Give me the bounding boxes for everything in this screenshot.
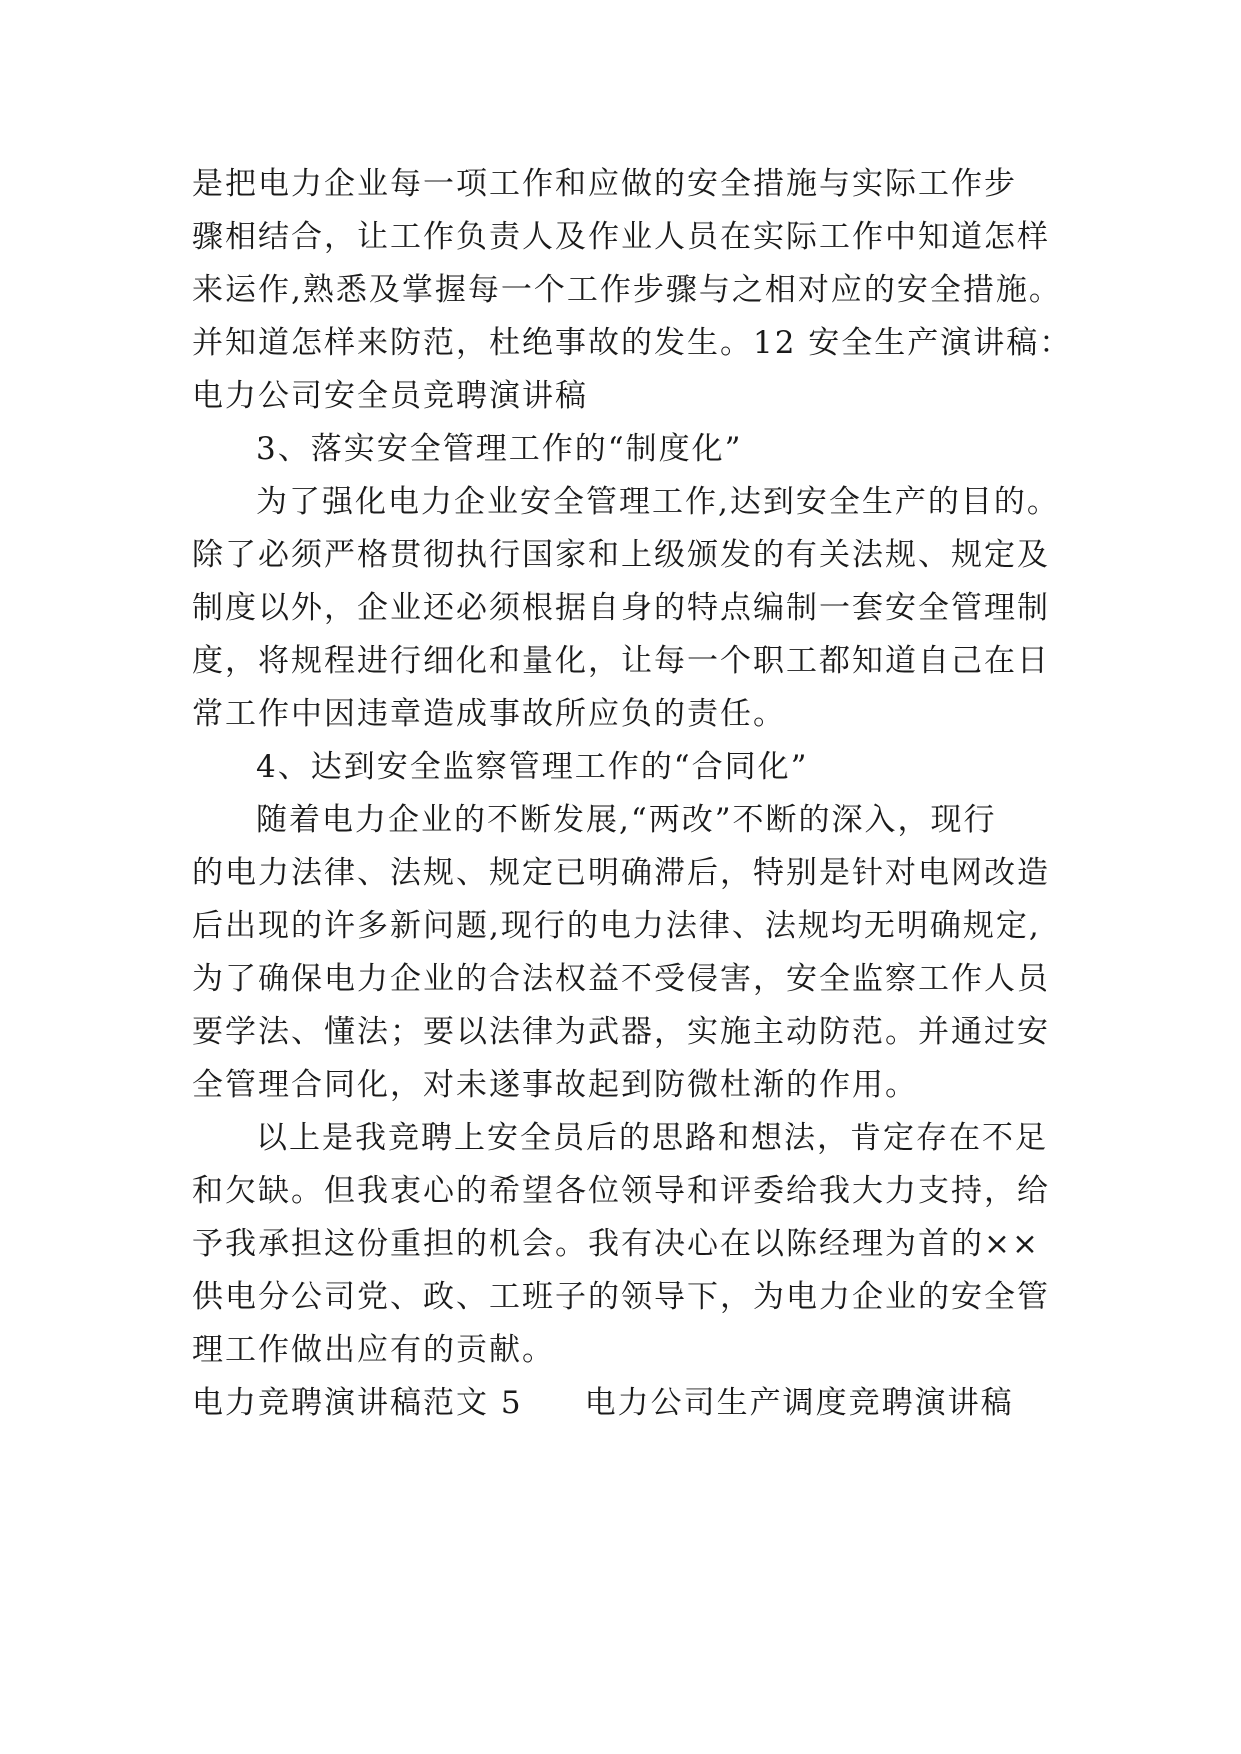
text-line: 供电分公司党、政、工班子的领导下，为电力企业的安全管 (192, 1279, 1050, 1315)
text-line: 来运作,熟悉及掌握每一个工作步骤与之相对应的安全措施。 (192, 272, 1062, 308)
text-line: 除了必须严格贯彻执行国家和上级颁发的有关法规、规定及 (192, 537, 1050, 573)
text-line: 随着电力企业的不断发展,“两改”不断的深入，现行 (256, 802, 997, 838)
related-link-right[interactable]: 电力公司生产调度竞聘演讲稿 (584, 1385, 1014, 1421)
text-line: 后出现的许多新问题,现行的电力法律、法规均无明确规定, (192, 908, 1041, 944)
text-line: 电力公司安全员竞聘演讲稿 (192, 378, 588, 414)
related-links-line (192, 1377, 1092, 1430)
text-line: 常工作中因违章造成事故所应负的责任。 (192, 696, 786, 732)
text-line: 骤相结合，让工作负责人及作业人员在实际工作中知道怎样 (192, 219, 1050, 255)
text-line: 理工作做出应有的贡献。 (192, 1332, 555, 1368)
text-line: 制度以外，企业还必须根据自身的特点编制一套安全管理制 (192, 590, 1050, 626)
text-line: 和欠缺。但我衷心的希望各位领导和评委给我大力支持，给 (192, 1173, 1050, 1209)
related-link-left[interactable]: 电力竞聘演讲稿范文 5 (192, 1385, 523, 1421)
text-line: 要学法、懂法；要以法律为武器，实施主动防范。并通过安 (192, 1014, 1050, 1050)
text-line: 予我承担这份重担的机会。我有决心在以陈经理为首的×× (192, 1226, 1040, 1262)
text-line: 为了确保电力企业的合法权益不受侵害，安全监察工作人员 (192, 961, 1050, 997)
text-line: 的电力法律、法规、规定已明确滞后，特别是针对电网改造 (192, 855, 1050, 891)
text-line: 并知道怎样来防范，杜绝事故的发生。12 安全生产演讲稿： (192, 325, 1073, 361)
text-line: 全管理合同化，对未遂事故起到防微杜渐的作用。 (192, 1067, 918, 1103)
text-line: 是把电力企业每一项工作和应做的安全措施与实际工作步 (192, 166, 1017, 202)
text-line: 度，将规程进行细化和量化，让每一个职工都知道自己在日 (192, 643, 1050, 679)
section-heading-3: 3、落实安全管理工作的“制度化” (256, 431, 743, 467)
text-line: 以上是我竞聘上安全员后的思路和想法，肯定存在不足 (256, 1120, 1048, 1156)
document-body (192, 158, 1092, 1430)
section-heading-4: 4、达到安全监察管理工作的“合同化” (256, 749, 809, 785)
text-line: 为了强化电力企业安全管理工作,达到安全生产的目的。 (256, 484, 1060, 520)
